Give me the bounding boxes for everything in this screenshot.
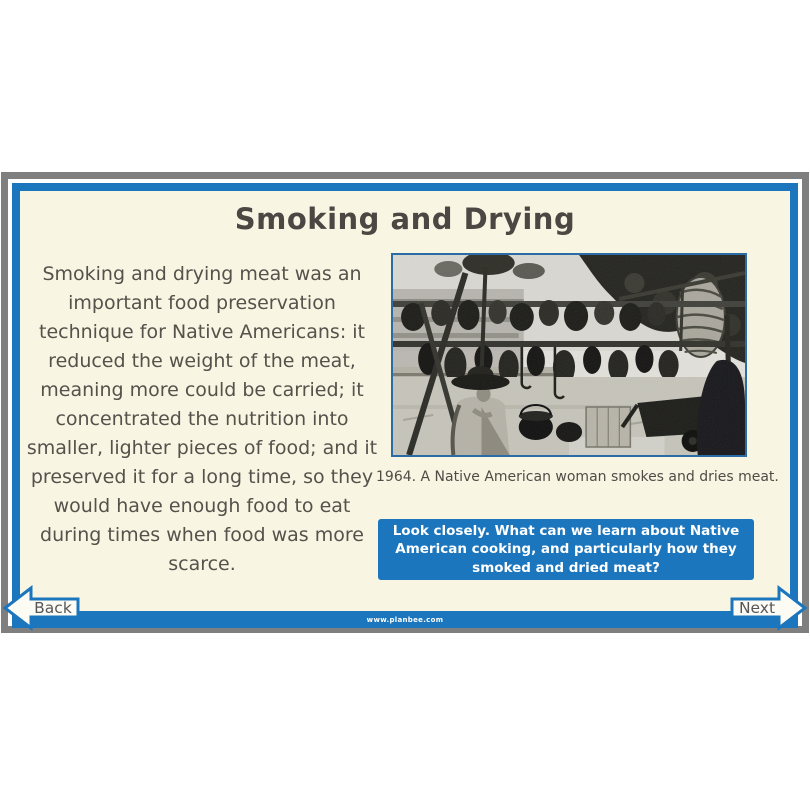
meat-drying-photo <box>391 253 747 457</box>
next-button-label: Next <box>738 599 776 617</box>
lesson-body-text: Smoking and drying meat was an important food preservation technique for Native Americans: it reduced the weight of the meat, meaning more could be carried; it concentrated the nutrition into smaller, lighter pieces of food; and it preserved it for a long time, so they would have enough food to eat during times when food was more scarce. <box>26 263 378 575</box>
page-title: Smoking and Drying <box>234 202 576 236</box>
next-button[interactable] <box>729 585 808 631</box>
question-text: Look closely. What can we learn about Native American cooking, and particularly how they smoked and dried meat? <box>392 522 740 576</box>
footer-url: www.planbee.com <box>366 615 444 624</box>
back-button-label: Back <box>34 599 72 617</box>
footer-bar <box>12 611 798 628</box>
meat-drying-photo-illustration <box>393 255 745 455</box>
back-button[interactable] <box>2 585 81 631</box>
question-box <box>378 519 754 580</box>
photo-caption: 1964. A Native American woman smokes and dries meat. <box>376 469 779 485</box>
